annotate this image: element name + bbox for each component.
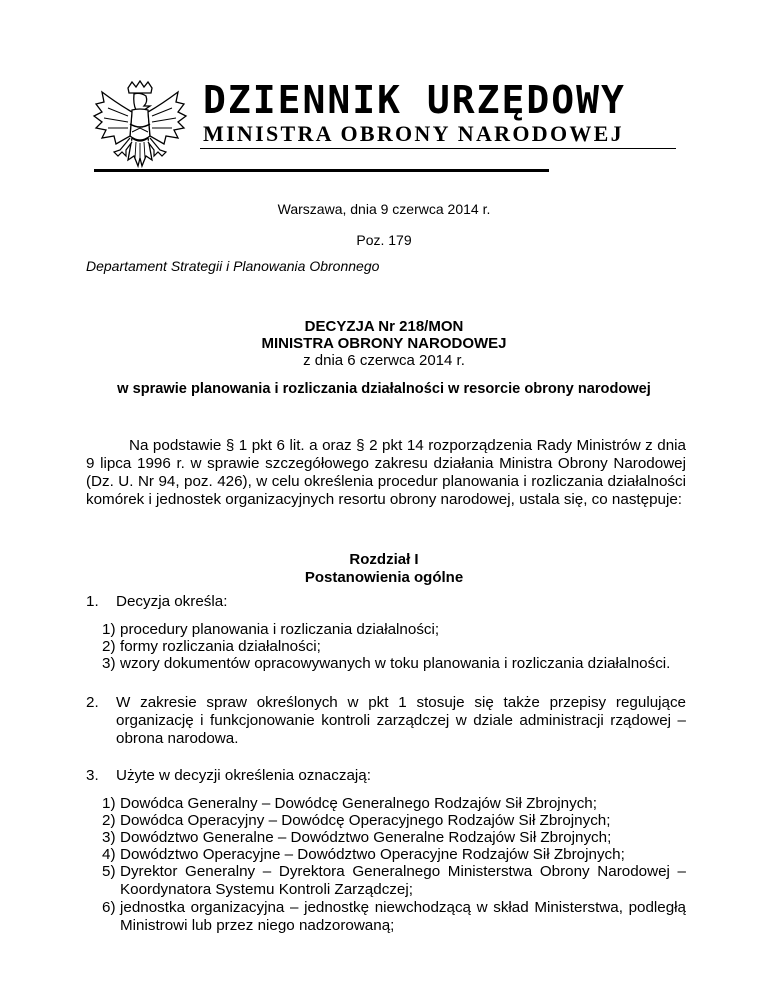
position-number: Poz. 179: [356, 232, 412, 248]
subitem-text: procedury planowania i rozliczania działalności;: [120, 621, 440, 638]
point-number: 3.: [86, 767, 99, 784]
point-text: W zakresie spraw określonych w pkt 1 stosuje się także przepisy regulujące organizację i funkcjonowanie kontroli zarządczej w dziale administracji rządowej – obrona narodowa.: [116, 694, 686, 747]
chapter-label: Rozdział I: [349, 551, 419, 568]
subitem-number: 3): [102, 829, 116, 846]
masthead-subtitle: MINISTRA OBRONY NARODOWEJ: [203, 121, 624, 146]
subitem-number: 2): [102, 638, 116, 655]
issuing-department: Departament Strategii i Planowania Obronnego: [86, 258, 380, 274]
subitem-number: 5): [102, 863, 116, 880]
chapter-title: Postanowienia ogólne: [304, 569, 464, 586]
subitem-number: 1): [102, 621, 116, 638]
subitem-number: 4): [102, 846, 116, 863]
subitem-text: formy rozliczania działalności;: [120, 638, 321, 655]
subitem-number: 6): [102, 899, 116, 916]
point-number: 2.: [86, 694, 99, 711]
subitem-number: 1): [102, 795, 116, 812]
subitem-text: Dyrektor Generalny – Dyrektora Generalnego Ministerstwa Obrony Narodowej – Koordynatora Systemu Kontroli Zarządczej;: [120, 863, 686, 898]
point-text: Decyzja określa:: [116, 593, 228, 610]
subitem-number: 3): [102, 655, 116, 672]
subitem-text: Dowództwo Operacyjne – Dowództwo Operacyjne Rodzajów Sił Zbrojnych;: [120, 846, 625, 863]
subitem-text: Dowództwo Generalne – Dowództwo Generalne Rodzajów Sił Zbrojnych;: [120, 829, 612, 846]
decision-issuer: MINISTRA OBRONY NARODOWEJ: [261, 335, 507, 352]
decision-number: DECYZJA Nr 218/MON: [304, 318, 464, 335]
decision-subject: w sprawie planowania i rozliczania działalności w resorcie obrony narodowej: [117, 381, 651, 397]
preamble: Na podstawie § 1 pkt 6 lit. a oraz § 2 pkt 14 rozporządzenia Rady Ministrów z dnia 9 lipca 1996 r. w sprawie szczegółowego zakresu działania Ministra Obrony Narodowej (Dz. U. Nr 94, poz. 426), w celu określenia procedur planowania i rozliczania działalności komórek i jednostek organizacyjnych resortu obrony narodowej, ustala się, co następuje:: [86, 437, 686, 508]
masthead-rule: [200, 148, 676, 149]
masthead-divider: [94, 169, 549, 172]
point-number: 1.: [86, 593, 99, 610]
subitem-text: Dowódca Operacyjny – Dowódcę Operacyjnego Rodzajów Sił Zbrojnych;: [120, 812, 611, 829]
subitem-number: 2): [102, 812, 116, 829]
subitem-text: jednostka organizacyjna – jednostkę niewchodzącą w skład Ministerstwa, podległą Ministrowi lub przez niego nadzorowaną;: [120, 899, 686, 934]
decision-date: z dnia 6 czerwca 2014 r.: [303, 352, 465, 369]
subitem-text: wzory dokumentów opracowywanych w toku planowania i rozliczania działalności.: [120, 655, 671, 672]
point-text: Użyte w decyzji określenia oznaczają:: [116, 767, 371, 784]
polish-eagle-emblem: [88, 80, 192, 190]
subitem-text: Dowódca Generalny – Dowódcę Generalnego Rodzajów Sił Zbrojnych;: [120, 795, 597, 812]
place-date: Warszawa, dnia 9 czerwca 2014 r.: [277, 201, 491, 217]
masthead-title: DZIENNIK URZĘDOWY: [203, 78, 626, 122]
